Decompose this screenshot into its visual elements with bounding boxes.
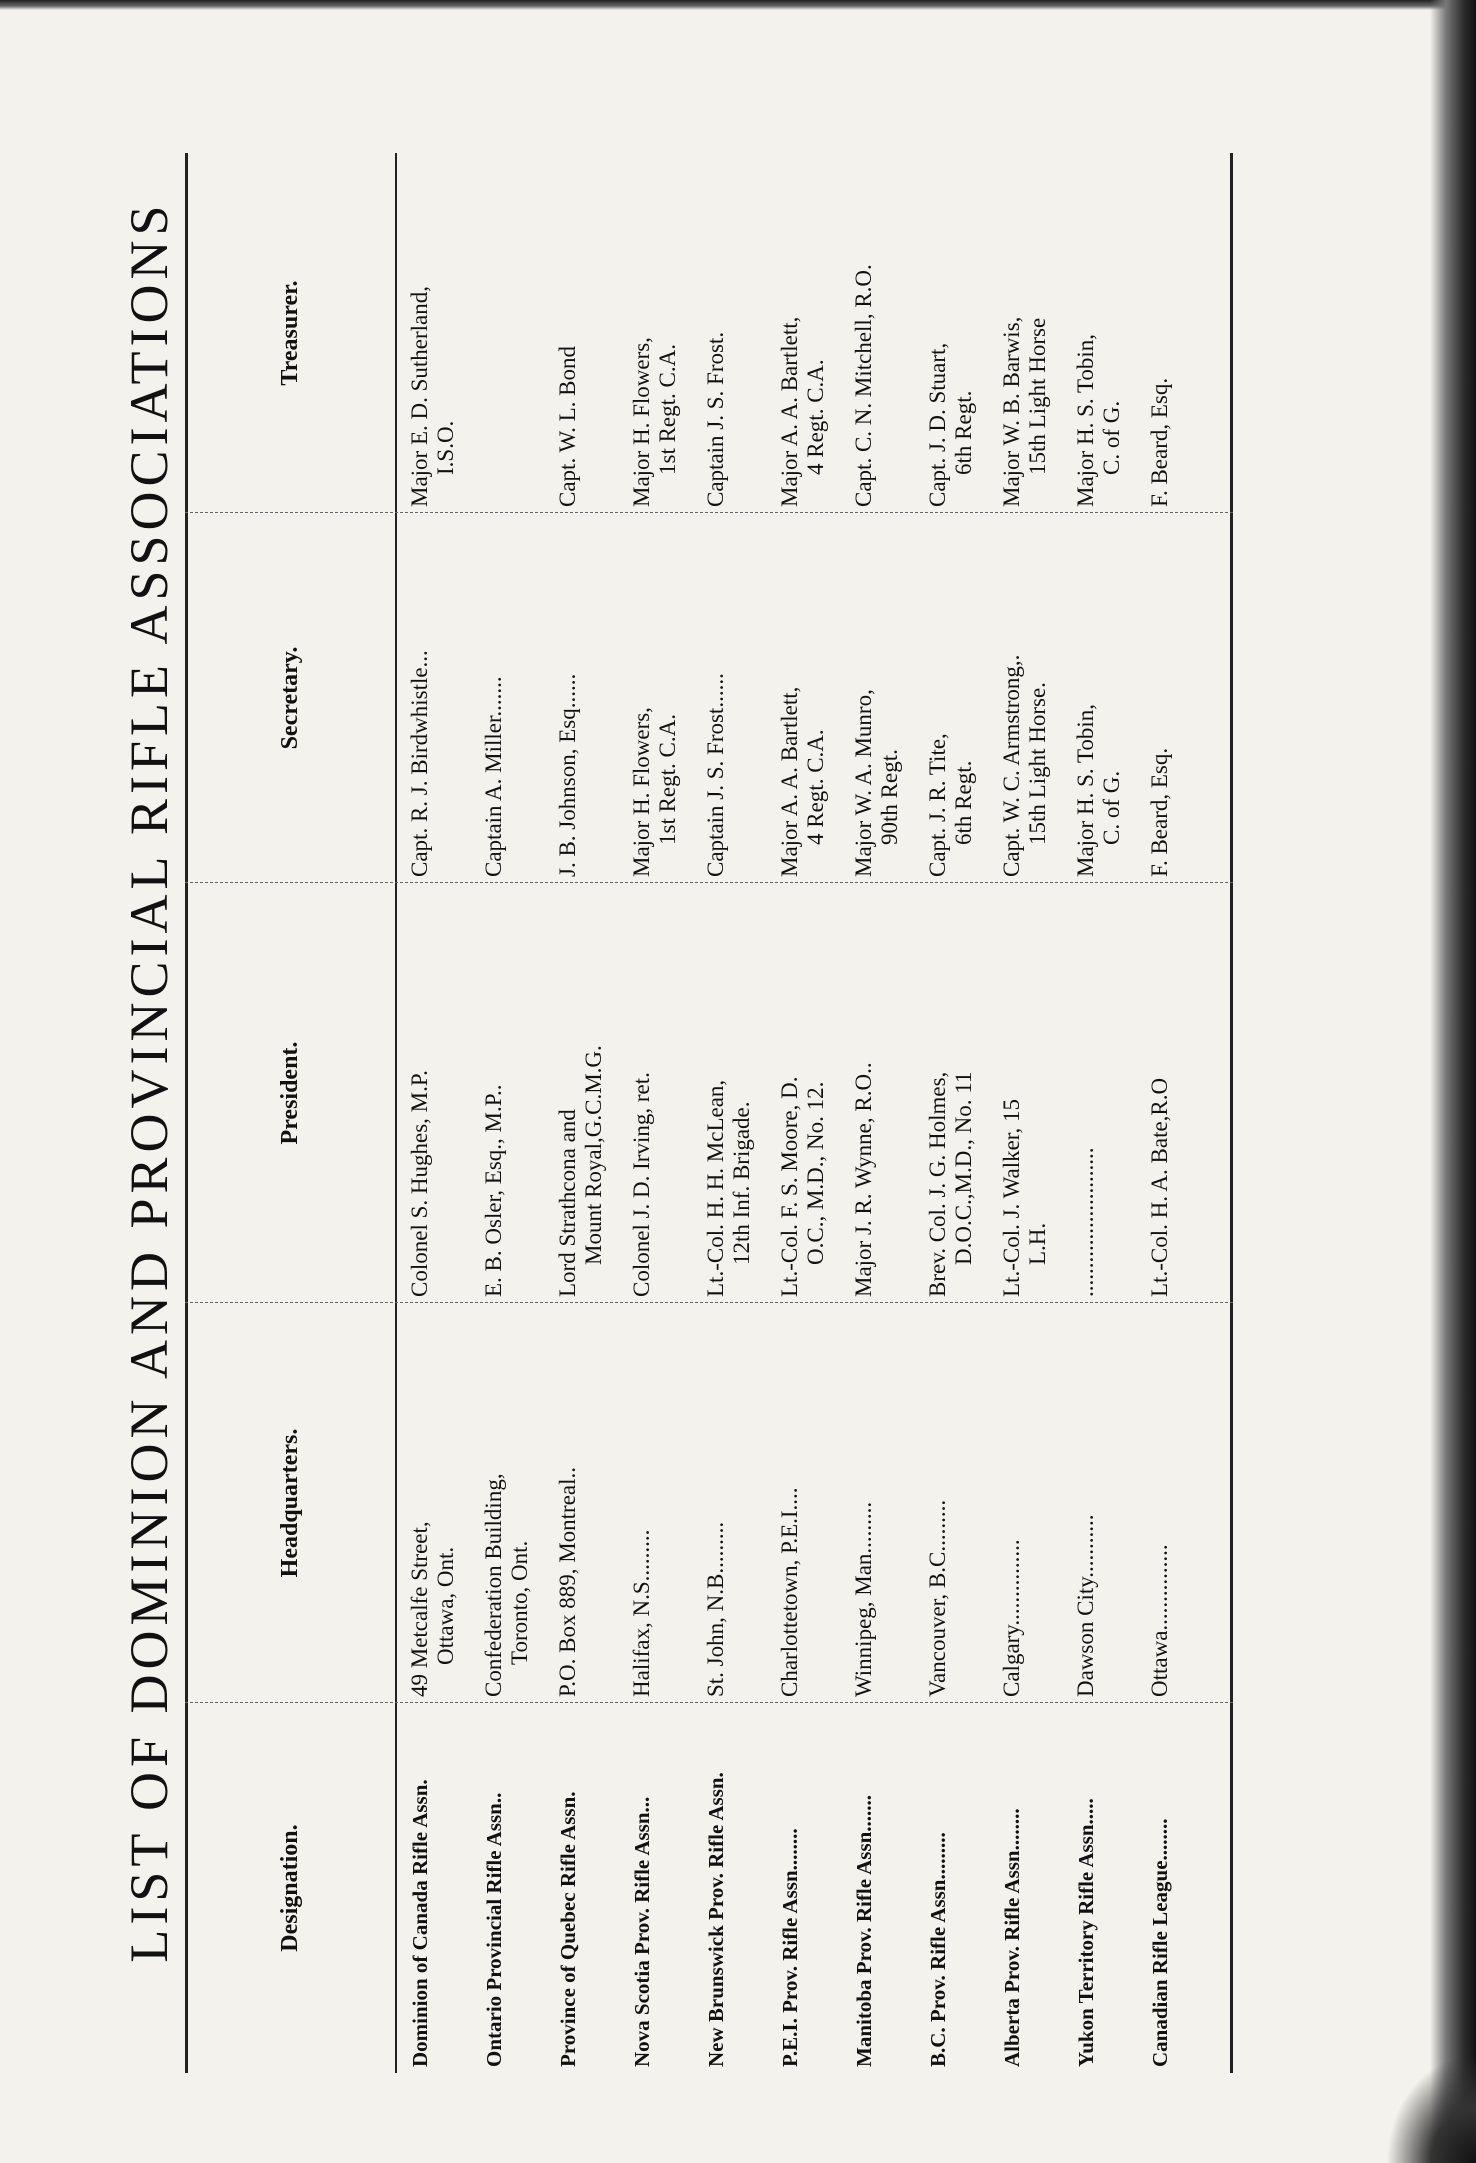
- treasurer-text: Major H. Flowers,: [629, 337, 654, 507]
- secretary-text: Capt. W. C. Armstrong,.: [999, 654, 1024, 877]
- secretary-text: J. B. Johnson, Esq......: [555, 673, 580, 877]
- president-text: Colonel J. D. Irving, ret.: [629, 1072, 654, 1297]
- president-text-line2: Mount Royal,G.C.M.G.: [581, 1045, 606, 1265]
- cell-headquarters: [629, 1303, 655, 1703]
- president-text: Lt.-Col. J. Walker, 15: [999, 1098, 1024, 1297]
- cell-headquarters: [481, 1303, 533, 1703]
- designation-text: P.E.I. Prov. Rifle Assn........: [778, 1828, 802, 2067]
- cell-secretary: [925, 513, 977, 883]
- cell-designation: [925, 1703, 951, 2073]
- page-title: LIST OF DOMINION AND PROVINCIAL RIFLE ASSOCIATIONS: [119, 200, 179, 1963]
- header-treasurer: Treasurer.: [276, 280, 303, 386]
- designation-text: B.C. Prov. Rifle Assn.........: [926, 1832, 950, 2067]
- associations-table: [185, 153, 1235, 2073]
- cell-president: [629, 883, 655, 1303]
- headquarters-text: Calgary...............: [999, 1539, 1024, 1697]
- cell-treasurer: [777, 153, 829, 513]
- president-text: Brev. Col. J. G. Holmes,: [925, 1071, 950, 1297]
- cell-secretary: [999, 513, 1051, 883]
- secretary-text-line2: 1st Regt. C.A.: [655, 714, 680, 845]
- cell-president: [481, 883, 507, 1303]
- secretary-text: Major H. S. Tobin,: [1073, 703, 1098, 877]
- cell-president: [777, 883, 829, 1303]
- secretary-text: Captain J. S. Frost......: [703, 673, 728, 877]
- designation-text: Ontario Provincial Rifle Assn..: [482, 1792, 506, 2067]
- headquarters-text: Dawson City...........: [1073, 1514, 1098, 1697]
- cell-president: [407, 883, 433, 1303]
- table-row: [629, 153, 703, 2073]
- treasurer-text-line2: 1st Regt. C.A.: [655, 344, 680, 475]
- cell-secretary: [851, 513, 903, 883]
- cell-secretary: [1147, 513, 1173, 883]
- secretary-text: Major H. Flowers,: [629, 707, 654, 877]
- secretary-text: Major A. A. Bartlett,: [777, 686, 802, 877]
- cell-treasurer: [999, 153, 1051, 513]
- treasurer-text: Captain J. S. Frost.: [703, 331, 728, 507]
- president-text: ..........................: [1073, 1147, 1098, 1297]
- designation-text: New Brunswick Prov. Rifle Assn.: [704, 1772, 728, 2067]
- header-rule: [395, 153, 397, 2073]
- table-row: [851, 153, 925, 2073]
- cell-treasurer: [555, 153, 581, 513]
- designation-text: Nova Scotia Prov. Rifle Assn...: [630, 1796, 654, 2067]
- cell-designation: [629, 1703, 655, 2073]
- treasurer-text: Major W. B. Barwis,: [999, 316, 1024, 507]
- header-headquarters: Headquarters.: [276, 1428, 303, 1578]
- table-row: [777, 153, 851, 2073]
- cell-president: [703, 883, 755, 1303]
- table-row: [999, 153, 1073, 2073]
- table-row: [1073, 153, 1147, 2073]
- treasurer-text-line2: 15th Light Horse: [1025, 317, 1050, 475]
- treasurer-text: F. Beard, Esq.: [1147, 377, 1172, 507]
- cell-secretary: [703, 513, 729, 883]
- table-row: [1147, 153, 1221, 2073]
- president-text-line2: O.C., M.D., No. 12.: [803, 1081, 828, 1265]
- designation-text: Province of Quebec Rifle Assn.: [556, 1791, 580, 2067]
- cell-treasurer: [407, 153, 459, 513]
- cell-treasurer: [925, 153, 977, 513]
- secretary-text-line2: 6th Regt.: [951, 760, 976, 845]
- cell-secretary: [777, 513, 829, 883]
- headquarters-text: 49 Metcalfe Street,: [407, 1521, 432, 1697]
- table-bottom-rule: [1230, 153, 1233, 2073]
- designation-text: Yukon Territory Rifle Assn.....: [1074, 1798, 1098, 2067]
- cell-secretary: [629, 513, 681, 883]
- header-secretary: Secretary.: [276, 646, 303, 750]
- designation-text: Alberta Prov. Rifle Assn........: [1000, 1808, 1024, 2067]
- cell-president: [1073, 883, 1099, 1303]
- president-text: Major J. R. Wynne, R.O..: [851, 1062, 876, 1297]
- cell-designation: [851, 1703, 877, 2073]
- designation-text: Manitoba Prov. Rifle Assn.......: [852, 1794, 876, 2067]
- treasurer-text-line2: I.S.O.: [433, 420, 458, 475]
- secretary-text: Capt. R. J. Birdwhistle...: [407, 650, 432, 877]
- cell-designation: [999, 1703, 1025, 2073]
- treasurer-text: Major E. D. Sutherland,: [407, 285, 432, 507]
- secretary-text-line2: 90th Regt.: [877, 749, 902, 845]
- secretary-text-line2: C. of G.: [1099, 770, 1124, 845]
- secretary-text: F. Beard, Esq.: [1147, 747, 1172, 877]
- table-row: [925, 153, 999, 2073]
- cell-designation: [481, 1703, 507, 2073]
- headquarters-text: Vancouver, B.C.........: [925, 1499, 950, 1697]
- cell-designation: [1073, 1703, 1099, 2073]
- cell-treasurer: [1073, 153, 1125, 513]
- president-text: Lt.-Col. H. A. Bate,R.O: [1147, 1077, 1172, 1297]
- secretary-text: Capt. J. R. Tite,: [925, 733, 950, 877]
- treasurer-text: Capt. C. N. Mitchell, R.O.: [851, 264, 876, 507]
- cell-president: [925, 883, 977, 1303]
- cell-designation: [1147, 1703, 1173, 2073]
- cell-president: [851, 883, 877, 1303]
- cell-designation: [555, 1703, 581, 2073]
- president-text: Lt.-Col. H. H. McLean,: [703, 1079, 728, 1297]
- secretary-text: Major W. A. Munro,: [851, 689, 876, 877]
- headquarters-text: Ottawa...............: [1147, 1544, 1172, 1697]
- cell-treasurer: [851, 153, 877, 513]
- secretary-text: Captain A. Miller.......: [481, 676, 506, 877]
- designation-text: Dominion of Canada Rifle Assn.: [408, 1779, 432, 2067]
- cell-treasurer: [703, 153, 729, 513]
- header-president: President.: [276, 1041, 303, 1145]
- treasurer-text: Major H. S. Tobin,: [1073, 333, 1098, 507]
- table-row: [481, 153, 555, 2073]
- cell-headquarters: [999, 1303, 1025, 1703]
- cell-secretary: [555, 513, 581, 883]
- president-text: Lord Strathcona and: [555, 1109, 580, 1297]
- cell-headquarters: [1073, 1303, 1099, 1703]
- headquarters-text: Confederation Building,: [481, 1473, 506, 1697]
- secretary-text-line2: 4 Regt. C.A.: [803, 729, 828, 845]
- table-row: [407, 153, 481, 2073]
- cell-president: [999, 883, 1051, 1303]
- president-text-line2: D.O.C.,M.D., No. 11: [951, 1071, 976, 1265]
- headquarters-text: Charlottetown, P.E.I....: [777, 1487, 802, 1697]
- designation-text: Canadian Rifle League........: [1148, 1818, 1172, 2067]
- cell-designation: [777, 1703, 803, 2073]
- headquarters-text: Winnipeg, Man.........: [851, 1501, 876, 1697]
- cell-treasurer: [629, 153, 681, 513]
- cell-president: [1147, 883, 1173, 1303]
- headquarters-text: St. John, N.B.........: [703, 1521, 728, 1697]
- headquarters-text-line2: Ottawa, Ont.: [433, 1546, 458, 1665]
- treasurer-text: Major A. A. Bartlett,: [777, 316, 802, 507]
- president-text: E. B. Osler, Esq., M.P..: [481, 1084, 506, 1297]
- president-text: Colonel S. Hughes, M.P.: [407, 1070, 432, 1297]
- cell-headquarters: [407, 1303, 459, 1703]
- cell-headquarters: [851, 1303, 877, 1703]
- treasurer-text: Capt. J. D. Stuart,: [925, 342, 950, 507]
- treasurer-text-line2: 6th Regt.: [951, 390, 976, 475]
- cell-headquarters: [1147, 1303, 1173, 1703]
- table-row: [703, 153, 777, 2073]
- headquarters-text: P.O. Box 889, Montreal..: [555, 1467, 580, 1697]
- treasurer-text-line2: C. of G.: [1099, 400, 1124, 475]
- cell-secretary: [407, 513, 433, 883]
- treasurer-text-line2: 4 Regt. C.A.: [803, 359, 828, 475]
- president-text: Lt.-Col. F. S. Moore, D.: [777, 1076, 802, 1297]
- cell-headquarters: [925, 1303, 951, 1703]
- treasurer-text: Capt. W. L. Bond: [555, 345, 580, 507]
- cell-secretary: [1073, 513, 1125, 883]
- cell-headquarters: [703, 1303, 729, 1703]
- headquarters-text: Halifax, N.S.........: [629, 1529, 654, 1697]
- cell-headquarters: [777, 1303, 803, 1703]
- president-text-line2: L.H.: [1025, 1222, 1050, 1265]
- cell-designation: [703, 1703, 729, 2073]
- cell-president: [555, 883, 607, 1303]
- secretary-text-line2: 15th Light Horse.: [1025, 682, 1050, 845]
- cell-treasurer: [1147, 153, 1173, 513]
- cell-headquarters: [555, 1303, 581, 1703]
- header-designation: Designation.: [276, 1824, 303, 1952]
- headquarters-text-line2: Toronto, Ont.: [507, 1540, 532, 1665]
- table-row: [555, 153, 629, 2073]
- cell-secretary: [481, 513, 507, 883]
- cell-designation: [407, 1703, 433, 2073]
- president-text-line2: 12th Inf. Brigade.: [729, 1101, 754, 1265]
